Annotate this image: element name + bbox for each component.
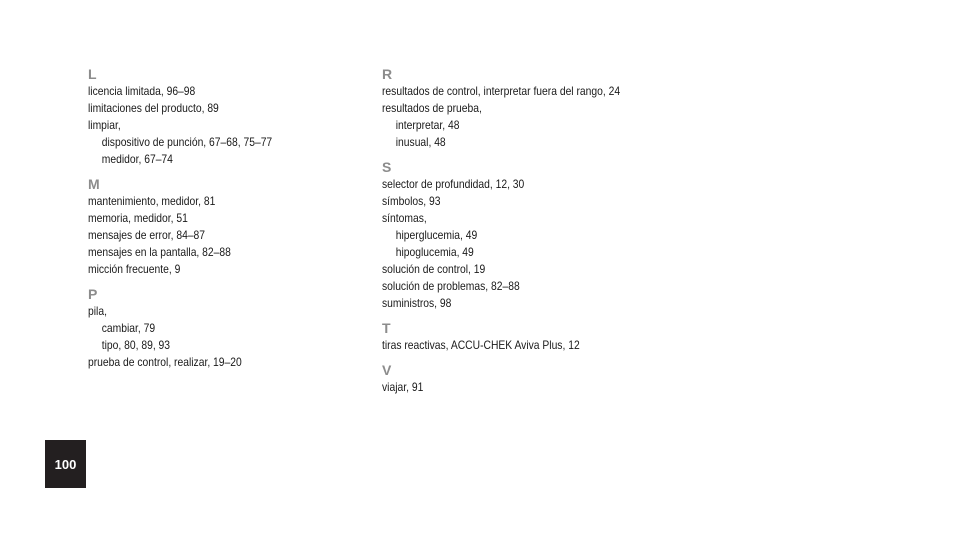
- index-entry: mensajes de error, 84–87: [88, 228, 206, 242]
- index-entry: suministros, 98: [382, 296, 452, 310]
- index-subentry: medidor, 67–74: [101, 152, 173, 166]
- index-letter-t: T: [382, 320, 391, 336]
- index-column-left: [88, 66, 368, 371]
- index-entry: mantenimiento, medidor, 81: [88, 194, 216, 208]
- index-entry: limitaciones del producto, 89: [88, 101, 219, 115]
- index-letter-m: M: [88, 176, 100, 192]
- index-subentry: cambiar, 79: [101, 321, 156, 335]
- index-letter-r: R: [382, 66, 393, 82]
- index-entry: prueba de control, realizar, 19–20: [88, 355, 242, 369]
- index-subentry: tipo, 80, 89, 93: [101, 338, 171, 352]
- index-subentry: hipoglucemia, 49: [395, 245, 474, 259]
- index-subentry: inusual, 48: [395, 135, 446, 149]
- index-entry: solución de control, 19: [382, 262, 486, 276]
- index-entry: síntomas,: [382, 211, 427, 225]
- index-entry: símbolos, 93: [382, 194, 441, 208]
- section-gap: [382, 312, 742, 320]
- section-gap: [382, 151, 742, 159]
- page-number-box: [45, 440, 86, 488]
- index-entry: limpiar,: [88, 118, 121, 132]
- index-subentry: interpretar, 48: [395, 118, 460, 132]
- section-gap: [382, 354, 742, 362]
- index-entry: viajar, 91: [382, 380, 424, 394]
- index-entry: tiras reactivas, ACCU-CHEK Aviva Plus, 12: [382, 338, 580, 352]
- index-entry: solución de problemas, 82–88: [382, 279, 520, 293]
- index-letter-v: V: [382, 362, 392, 378]
- index-letter-l: L: [88, 66, 97, 82]
- index-entry: selector de profundidad, 12, 30: [382, 177, 525, 191]
- page-number: 100: [54, 456, 77, 472]
- index-entry: licencia limitada, 96–98: [88, 84, 196, 98]
- index-entry: resultados de control, interpretar fuera del rango, 24: [382, 84, 621, 98]
- section-gap: [88, 278, 368, 286]
- index-entry: mensajes en la pantalla, 82–88: [88, 245, 231, 259]
- index-letter-p: P: [88, 286, 98, 302]
- index-subentry: dispositivo de punción, 67–68, 75–77: [101, 135, 273, 149]
- index-subentry: hiperglucemia, 49: [395, 228, 478, 242]
- section-gap: [88, 168, 368, 176]
- index-entry: memoria, medidor, 51: [88, 211, 188, 225]
- index-entry: pila,: [88, 304, 107, 318]
- index-letter-s: S: [382, 159, 392, 175]
- index-entry: micción frecuente, 9: [88, 262, 181, 276]
- index-entry: resultados de prueba,: [382, 101, 482, 115]
- index-column-right: [382, 66, 742, 396]
